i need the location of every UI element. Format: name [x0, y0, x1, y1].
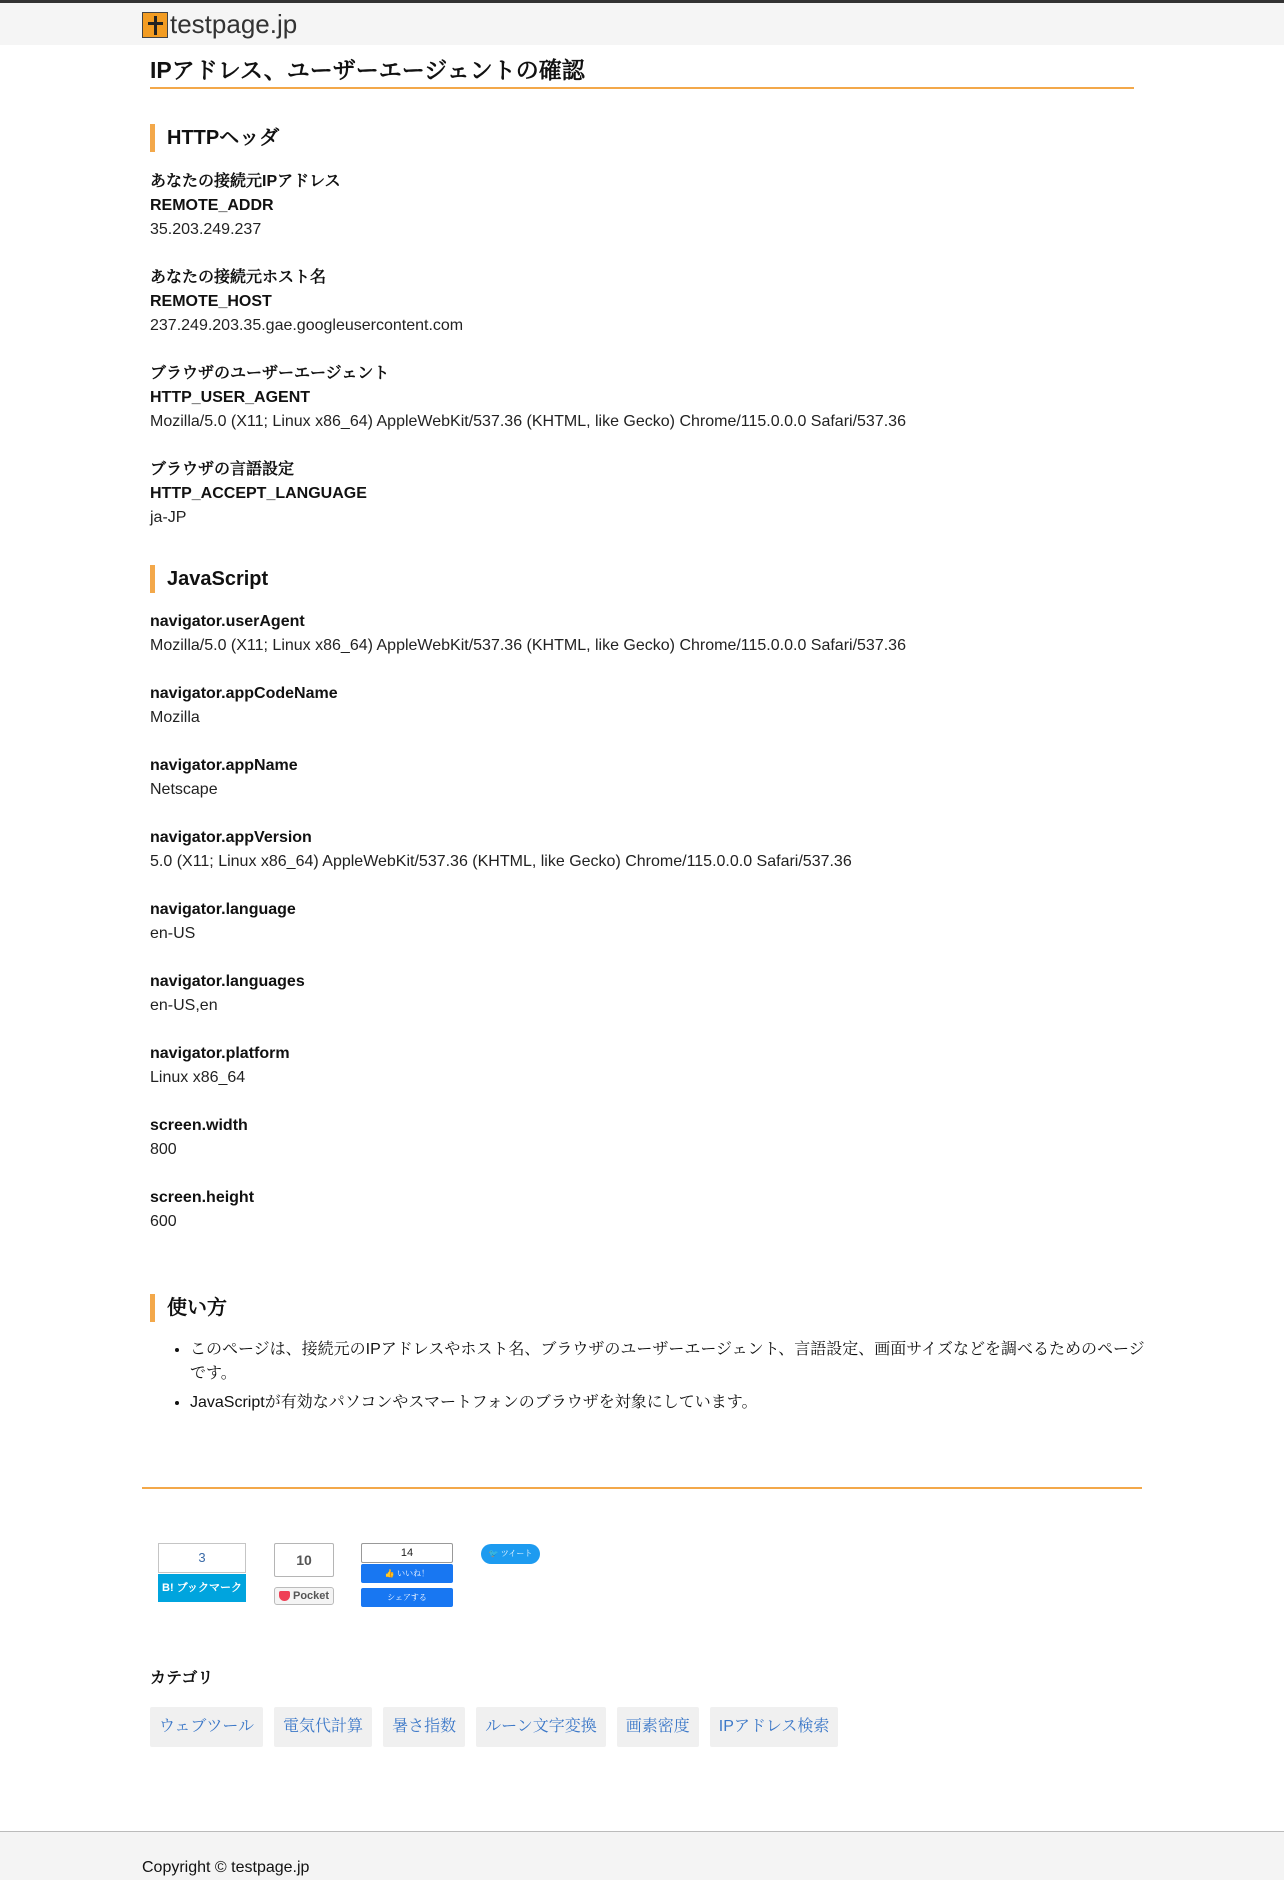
twitter-tweet-label: ツイート — [500, 1549, 533, 1558]
site-logo-icon[interactable] — [142, 12, 168, 38]
js-item-appcodename — [150, 682, 1150, 730]
category-link-pixel-density[interactable]: 画素密度 — [617, 1707, 699, 1747]
item-value: 35.203.249.237 — [150, 221, 262, 238]
item-key: HTTP_USER_AGENT — [150, 389, 311, 406]
category-link-web-tools[interactable]: ウェブツール — [150, 1707, 263, 1747]
item-value: 237.249.203.35.gae.googleusercontent.com — [150, 317, 464, 334]
category-link-heat-index[interactable]: 暑さ指数 — [383, 1707, 465, 1747]
hatena-bookmark-button[interactable]: B! ブックマーク — [158, 1574, 246, 1602]
js-item-appname — [150, 754, 1150, 802]
facebook-count: 14 — [361, 1543, 453, 1563]
title-divider — [150, 87, 1134, 89]
category-heading: カテゴリ — [150, 1670, 214, 1687]
pocket-button[interactable] — [274, 1587, 334, 1605]
item-key: navigator.appVersion — [150, 829, 312, 846]
usage-list-item: • JavaScriptが有効なパソコンやスマートフォンのブラウザを対象にしています。 — [190, 1391, 1158, 1415]
twitter-tweet-button[interactable] — [481, 1544, 540, 1564]
site-name-link[interactable]: testpage.jp — [170, 9, 298, 39]
item-label-jp: あなたの接続元IPアドレス — [150, 173, 341, 190]
item-value: en-US,en — [150, 997, 218, 1014]
content-divider — [142, 1487, 1142, 1489]
item-label-jp: ブラウザの言語設定 — [150, 461, 295, 478]
item-label-jp: あなたの接続元ホスト名 — [150, 269, 327, 286]
facebook-share-button[interactable]: シェアする — [361, 1588, 453, 1607]
item-label-jp: ブラウザのユーザーエージェント — [150, 365, 390, 382]
hatena-bookmark-count[interactable]: 3 — [158, 1543, 246, 1573]
js-item-screen-height — [150, 1186, 1150, 1234]
section-heading-usage: 使い方 — [150, 1294, 767, 1322]
http-item-user-agent — [150, 362, 1150, 434]
copyright-text: Copyright © testpage.jp — [142, 1859, 310, 1876]
category-link-electricity-cost[interactable]: 電気代計算 — [274, 1707, 372, 1747]
pocket-label: Pocket — [293, 1590, 330, 1602]
item-key: HTTP_ACCEPT_LANGUAGE — [150, 485, 367, 502]
category-link-ip-lookup[interactable]: IPアドレス検索 — [710, 1707, 839, 1747]
item-key: navigator.appCodeName — [150, 685, 338, 702]
pocket-count[interactable]: 10 — [274, 1543, 334, 1577]
page-title: IPアドレス、ユーザーエージェントの確認 — [150, 57, 585, 83]
item-value: Netscape — [150, 781, 218, 798]
item-value: 600 — [150, 1213, 177, 1230]
usage-list — [166, 1338, 1158, 1420]
js-item-appversion — [150, 826, 1150, 874]
js-item-screen-width — [150, 1114, 1150, 1162]
item-key: REMOTE_ADDR — [150, 197, 274, 214]
js-item-languages — [150, 970, 1150, 1018]
item-value: Linux x86_64 — [150, 1069, 246, 1086]
item-value: Mozilla — [150, 709, 200, 726]
item-key: navigator.appName — [150, 757, 298, 774]
facebook-like-label: いいね！ — [397, 1569, 430, 1578]
js-item-useragent — [150, 610, 1150, 658]
item-key: screen.height — [150, 1189, 255, 1206]
item-key: navigator.userAgent — [150, 613, 305, 630]
http-item-remote-addr — [150, 170, 1150, 242]
item-value: Mozilla/5.0 (X11; Linux x86_64) AppleWebKit/537.36 (KHTML, like Gecko) Chrome/115.0.0.0 Safari/537.36 — [150, 413, 906, 430]
item-value: ja-JP — [150, 509, 187, 526]
category-list — [150, 1707, 838, 1747]
thumbs-up-icon: 👍 — [384, 1569, 398, 1578]
item-key: navigator.languages — [150, 973, 305, 990]
item-value: Mozilla/5.0 (X11; Linux x86_64) AppleWebKit/537.36 (KHTML, like Gecko) Chrome/115.0.0.0 Safari/537.36 — [150, 637, 906, 654]
item-key: REMOTE_HOST — [150, 293, 272, 310]
item-key: navigator.language — [150, 901, 296, 918]
section-heading-javascript: JavaScript — [150, 565, 767, 593]
http-item-accept-language — [150, 458, 1150, 530]
section-heading-http: HTTPヘッダ — [150, 124, 767, 152]
twitter-bird-icon: 🐦 — [488, 1549, 501, 1558]
item-value: 800 — [150, 1141, 177, 1158]
category-link-rune-converter[interactable]: ルーン文字変換 — [476, 1707, 606, 1747]
usage-list-item: • このページは、接続元のIPアドレスやホスト名、ブラウザのユーザーエージェント、言語設定、画面サイズなどを調べるためのページです。 — [190, 1338, 1158, 1386]
http-item-remote-host — [150, 266, 1150, 338]
js-item-platform — [150, 1042, 1150, 1090]
js-item-language — [150, 898, 1150, 946]
facebook-like-button[interactable] — [361, 1564, 453, 1583]
item-value: 5.0 (X11; Linux x86_64) AppleWebKit/537.36 (KHTML, like Gecko) Chrome/115.0.0.0 Safari/537.36 — [150, 853, 852, 870]
item-key: navigator.platform — [150, 1045, 290, 1062]
item-value: en-US — [150, 925, 196, 942]
item-key: screen.width — [150, 1117, 248, 1134]
